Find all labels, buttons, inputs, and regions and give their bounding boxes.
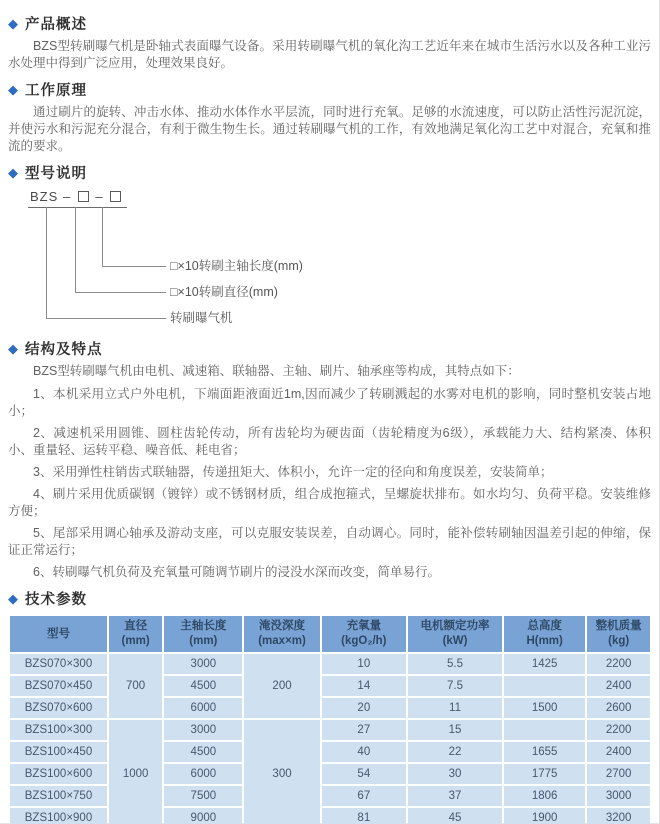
cell-weight: 2200 xyxy=(587,720,650,740)
table-row xyxy=(10,720,650,740)
table-header-row xyxy=(10,616,650,652)
table-row xyxy=(10,698,650,718)
cell-shaft: 3000 xyxy=(164,654,242,674)
diamond-bullet-icon: ◆ xyxy=(8,16,18,31)
cell-height: 1425 xyxy=(504,654,585,674)
cell-oxygen: 40 xyxy=(322,742,407,762)
model-blank-box-icon xyxy=(78,191,89,202)
diamond-bullet-icon: ◆ xyxy=(8,591,18,606)
feature-item-3: 3、采用弹性柱销齿式联轴器，传递扭矩大、体积小，允许一定的径向和角度误差，安装简单； xyxy=(33,465,553,479)
cell-depth-merged: 300 xyxy=(244,720,319,824)
diamond-bullet-icon: ◆ xyxy=(8,82,18,97)
cell-model: BZS100×750 xyxy=(10,786,107,806)
cell-power: 37 xyxy=(408,786,502,806)
cell-model: BZS070×450 xyxy=(10,676,107,696)
cell-height: 1806 xyxy=(504,786,585,806)
col-header-shaft-length: 主轴长度 (mm) xyxy=(164,616,242,652)
cell-model: BZS100×900 xyxy=(10,808,107,824)
table-row xyxy=(10,676,650,696)
specs-table xyxy=(8,614,652,824)
section-heading-principle xyxy=(8,79,651,100)
feature-item-1: 1、本机采用立式户外电机，下端面距液面近1m,因而减少了转刷溅起的水雾对电机的影响，同时整机安装占地小； xyxy=(8,387,651,418)
col-header-total-weight: 整机质量 (kg) xyxy=(587,616,650,652)
col-header-diameter: 直径 (mm) xyxy=(109,616,162,652)
diagram-label-machine-name: 转刷曝气机 xyxy=(170,311,233,325)
cell-oxygen: 54 xyxy=(322,764,407,784)
feature-item-5: 5、尾部采用调心轴承及游动支座，可以克服安装误差，自动调心。同时，能补偿转刷轴因温差引起的伸缩，保证正常运行； xyxy=(8,526,651,557)
section-title-model: 型号说明 xyxy=(25,166,87,182)
cell-weight: 2400 xyxy=(587,742,650,762)
cell-power: 30 xyxy=(408,764,502,784)
cell-height: 1900 xyxy=(504,808,585,824)
col-header-motor-power: 电机额定功率 (kW) xyxy=(408,616,502,652)
cell-shaft: 7500 xyxy=(164,786,242,806)
feature-item-6: 6、转刷曝气机负荷及充氧量可随调节刷片的浸没水深而改变，简单易行。 xyxy=(33,565,440,579)
overview-paragraph: BZS型转刷曝气机是卧轴式表面曝气设备。采用转刷曝气机的氧化沟工艺近年来在城市生活污水以及各种工业污水处理中得到广泛应用，处理效果良好。 xyxy=(8,39,651,70)
cell-height: 1500 xyxy=(504,698,585,718)
col-header-oxygenation: 充氧量 (kgO₂/h) xyxy=(322,616,407,652)
cell-shaft: 3000 xyxy=(164,720,242,740)
cell-model: BZS070×300 xyxy=(10,654,107,674)
cell-oxygen: 14 xyxy=(322,676,407,696)
model-code-dash: – xyxy=(62,189,72,204)
cell-model: BZS100×450 xyxy=(10,742,107,762)
col-header-submersion-depth: 淹没深度 (max×m) xyxy=(244,616,319,652)
section-heading-model xyxy=(8,162,651,183)
cell-power: 11 xyxy=(408,698,502,718)
cell-oxygen: 81 xyxy=(322,808,407,824)
section-title-principle: 工作原理 xyxy=(25,83,87,99)
cell-depth-merged: 200 xyxy=(244,654,319,718)
section-title-features: 结构及特点 xyxy=(25,342,103,358)
diagram-connector-line xyxy=(102,207,166,267)
cell-oxygen: 67 xyxy=(322,786,407,806)
feature-item-2: 2、减速机采用圆锥、圆柱齿轮传动，所有齿轮均为硬齿面（齿轮精度为6级），承载能力大、结构紧凑、体积小、重量轻、运转平稳、噪音低、耗电省； xyxy=(8,426,651,457)
cell-model: BZS100×300 xyxy=(10,720,107,740)
diamond-bullet-icon: ◆ xyxy=(8,165,18,180)
cell-shaft: 9000 xyxy=(164,808,242,824)
col-header-total-height: 总高度 H(mm) xyxy=(504,616,585,652)
cell-height xyxy=(504,676,585,696)
model-code-diagram xyxy=(8,187,651,331)
section-heading-features xyxy=(8,338,651,359)
col-header-model: 型号 xyxy=(10,616,107,652)
table-row xyxy=(10,786,650,806)
section-title-specs: 技术参数 xyxy=(25,592,87,608)
model-code-prefix: BZS xyxy=(30,189,59,204)
cell-weight: 3200 xyxy=(587,808,650,824)
cell-shaft: 6000 xyxy=(164,764,242,784)
table-row xyxy=(10,742,650,762)
feature-item-4: 4、刷片采用优质碳钢（镀锌）或不锈钢材质，组合成抱箍式，呈螺旋状排布。如水均匀、负荷平稳。安装维修方便； xyxy=(8,487,651,518)
features-intro: BZS型转刷曝气机由电机、减速箱、联轴器、主轴、刷片、轴承座等构成，其特点如下： xyxy=(33,364,520,378)
principle-paragraph: 通过刷片的旋转、冲击水体、推动水体作水平层流，同时进行充氧。足够的水流速度，可以防止活性污泥沉淀，并使污水和污泥充分混合，有利于微生物生长。通过转刷曝气机的工作，有效地满足氧化沟工艺中对混合，充氧和推流的要求。 xyxy=(8,105,651,153)
model-code-dash: – xyxy=(95,189,104,204)
cell-shaft: 4500 xyxy=(164,742,242,762)
cell-weight: 2700 xyxy=(587,764,650,784)
cell-power: 5.5 xyxy=(408,654,502,674)
cell-shaft: 6000 xyxy=(164,698,242,718)
diamond-bullet-icon: ◆ xyxy=(8,341,18,356)
cell-diameter-merged: 700 xyxy=(109,654,162,718)
section-heading-overview xyxy=(8,13,651,34)
cell-height: 1775 xyxy=(504,764,585,784)
cell-weight: 2200 xyxy=(587,654,650,674)
cell-weight: 3000 xyxy=(587,786,650,806)
section-heading-specs xyxy=(8,588,651,609)
section-title-overview: 产品概述 xyxy=(25,17,87,33)
model-blank-box-icon xyxy=(110,191,121,202)
model-code-line xyxy=(28,189,127,208)
cell-weight: 2400 xyxy=(587,676,650,696)
cell-oxygen: 27 xyxy=(322,720,407,740)
cell-weight: 2600 xyxy=(587,698,650,718)
cell-oxygen: 10 xyxy=(322,654,407,674)
cell-height: 1655 xyxy=(504,742,585,762)
diagram-label-shaft-length: □×10转刷主轴长度(mm) xyxy=(170,259,303,273)
diagram-label-diameter: □×10转刷直径(mm) xyxy=(170,285,278,299)
cell-diameter-merged: 1000 xyxy=(109,720,162,824)
cell-power: 22 xyxy=(408,742,502,762)
cell-shaft: 4500 xyxy=(164,676,242,696)
cell-oxygen: 20 xyxy=(322,698,407,718)
table-row xyxy=(10,808,650,824)
cell-height xyxy=(504,720,585,740)
cell-model: BZS070×600 xyxy=(10,698,107,718)
cell-power: 45 xyxy=(408,808,502,824)
table-row xyxy=(10,764,650,784)
table-row xyxy=(10,654,650,674)
cell-power: 7.5 xyxy=(408,676,502,696)
cell-model: BZS100×600 xyxy=(10,764,107,784)
cell-power: 15 xyxy=(408,720,502,740)
